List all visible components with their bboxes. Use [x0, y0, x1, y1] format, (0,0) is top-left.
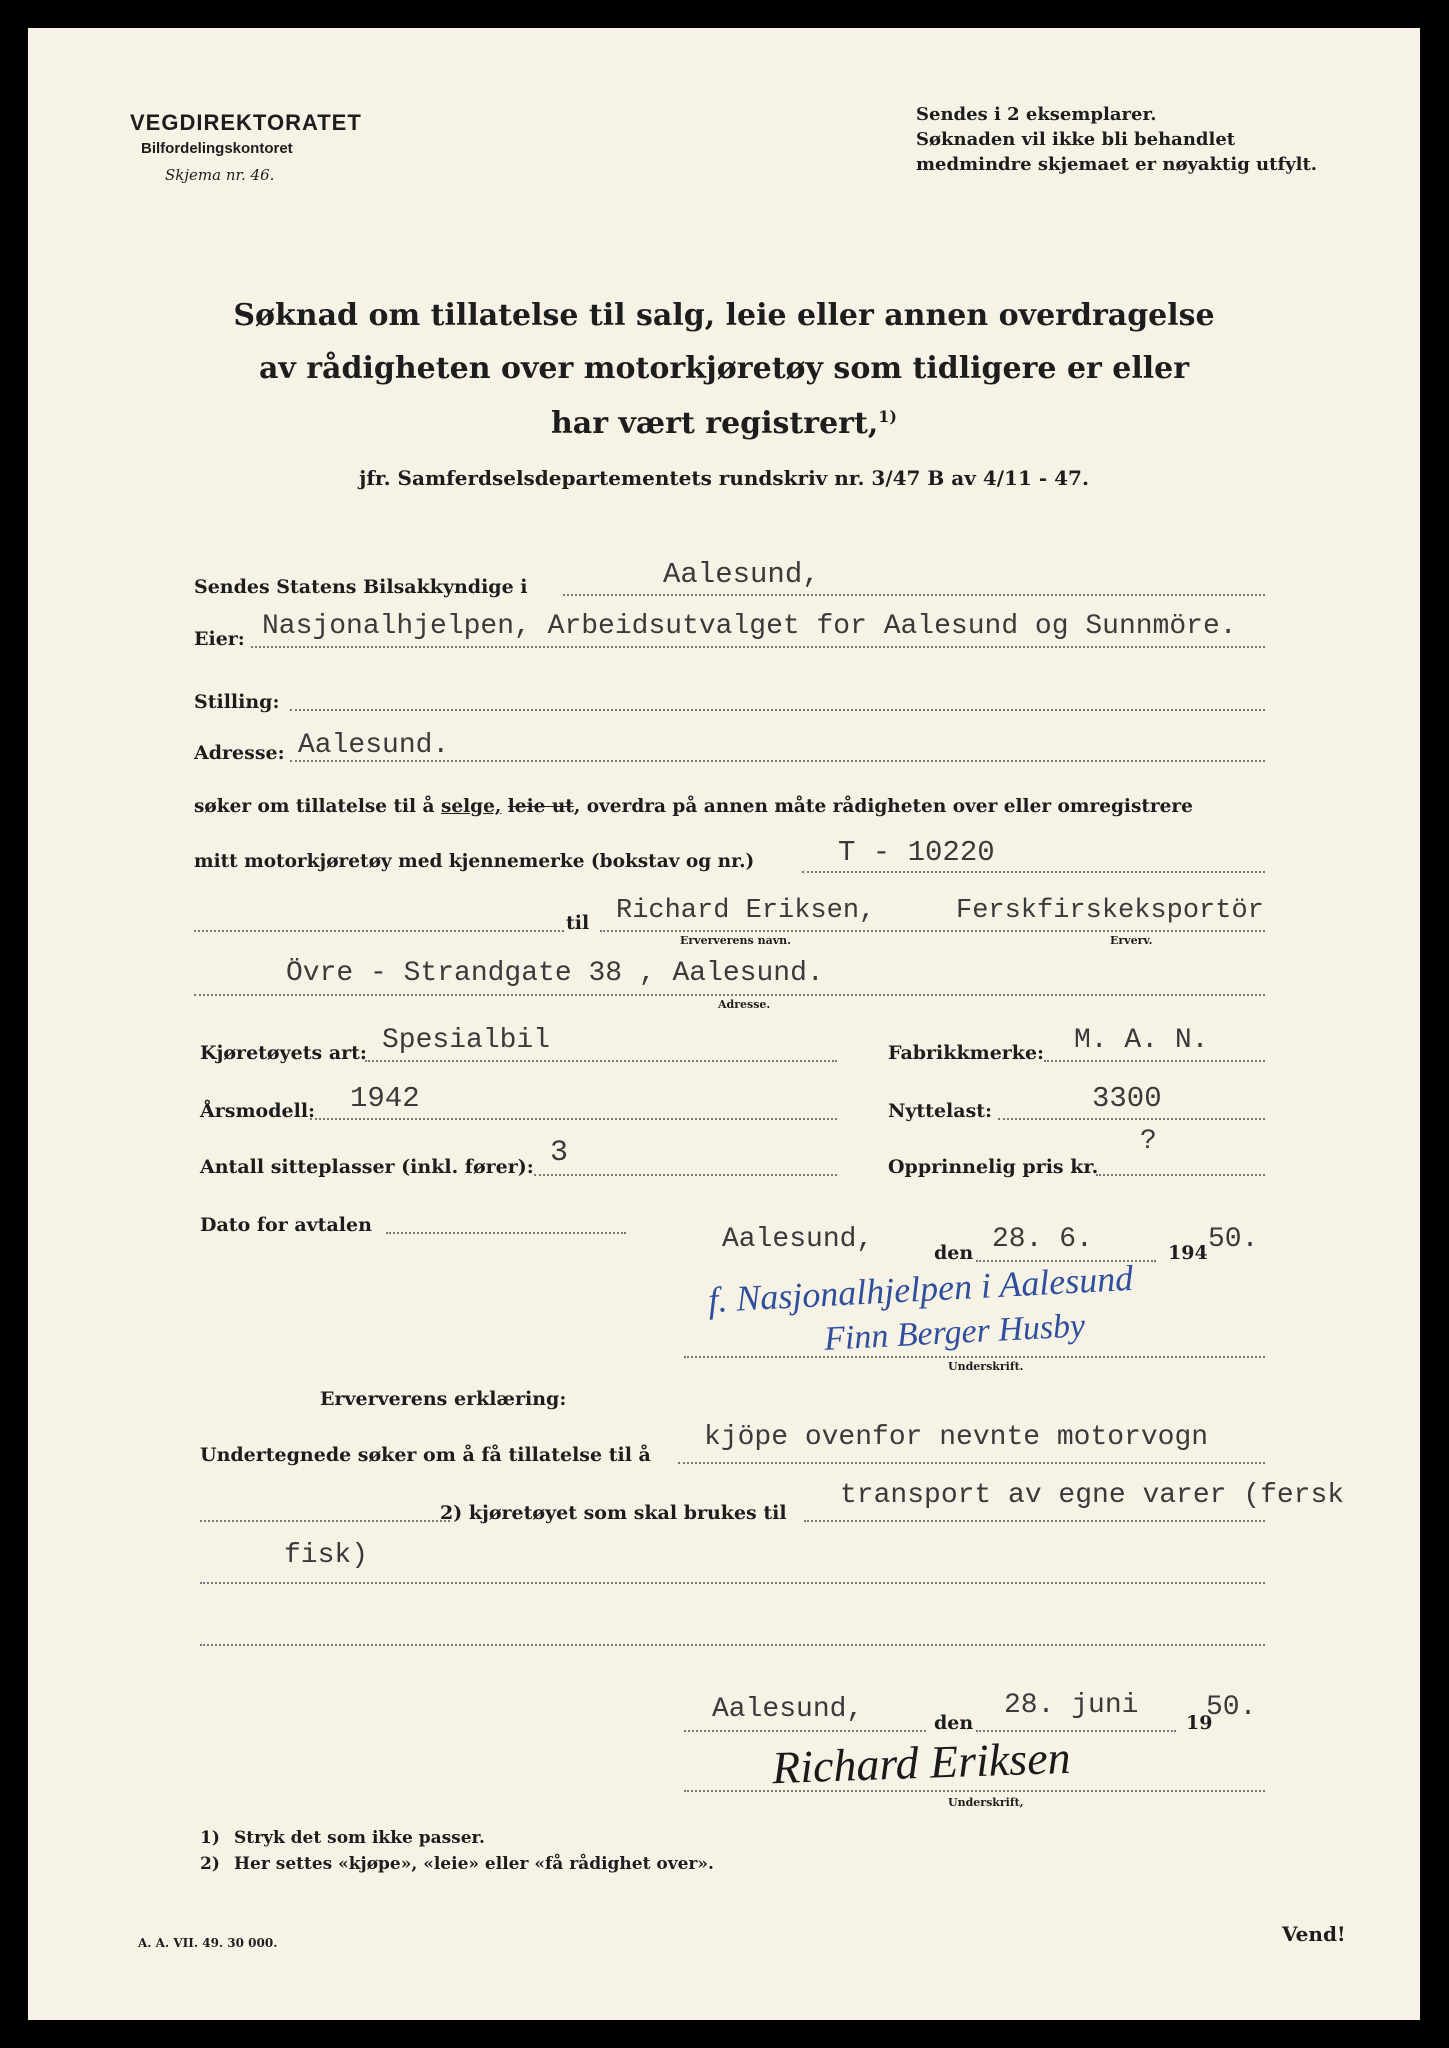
sitte-value: 3	[550, 1136, 569, 1170]
soker-line	[194, 796, 1193, 817]
title-line-2: av rådigheten over motorkjøretøy som tidligere er eller	[258, 351, 1190, 386]
fabrikk-value: M. A. N.	[1074, 1025, 1209, 1056]
pris-label: Opprinnelig pris kr.	[888, 1156, 1099, 1178]
declaration-line1-label: Undertegnede søker om å få tillatelse til å	[200, 1444, 651, 1466]
subtitle: jfr. Samferdselsdepartementets rundskriv nr. 3/47 B av 4/11 - 47.	[359, 466, 1089, 490]
sign2-year-print: 19	[1186, 1712, 1213, 1734]
stilling-label: Stilling:	[194, 691, 280, 713]
org-name: VEGDIREKTORATET	[130, 110, 362, 135]
sign1-caption: Underskrift.	[948, 1360, 1024, 1373]
form-page	[28, 28, 1420, 2020]
erverv-caption: Erverv.	[1110, 934, 1153, 947]
declaration-line1-value: kjöpe ovenfor nevnte motorvogn	[704, 1422, 1209, 1453]
arsmodell-label: Årsmodell:	[200, 1100, 316, 1122]
title-line-3-text: har vært registrert,	[550, 406, 879, 441]
sign1-year-print: 194	[1168, 1242, 1208, 1264]
adresse-label: Adresse:	[194, 742, 285, 764]
form-number: Skjema nr. 46.	[165, 166, 275, 184]
mitt-label: mitt motorkjøretøy med kjennemerke (bokstav og nr.)	[194, 851, 755, 872]
declaration-line2-value: transport av egne varer (fersk	[840, 1480, 1345, 1511]
pris-value: ?	[1140, 1126, 1157, 1157]
til-label: til	[566, 912, 590, 934]
office-name: Bilfordelingskontoret	[141, 140, 293, 157]
soker-selge: selge,	[440, 796, 502, 817]
arsmodell-value: 1942	[350, 1082, 420, 1115]
sign2-caption: Underskrift,	[948, 1796, 1024, 1809]
sign2-place: Aalesund,	[712, 1694, 864, 1725]
title-line-1: Søknad om tillatelse til salg, leie eller annen overdragelse	[233, 298, 1215, 333]
eier-value: Nasjonalhjelpen, Arbeidsutvalget for Aalesund og Sunnmöre.	[262, 611, 1237, 642]
nyttelast-value: 3300	[1092, 1082, 1162, 1115]
adresse2-value: Övre - Strandgate 38 , Aalesund.	[286, 958, 824, 989]
notice-line-1: Sendes i 2 eksemplarer.	[916, 104, 1157, 125]
footer-code: A. A. VII. 49. 30 000.	[138, 1936, 278, 1950]
erververens-navn-caption: Erververens navn.	[680, 934, 791, 947]
erverv-value: Ferskfirskeksportör	[956, 896, 1264, 926]
sign2-den: den	[934, 1712, 974, 1734]
declaration-line3-value: fisk)	[284, 1540, 369, 1571]
nyttelast-label: Nyttelast:	[888, 1100, 993, 1122]
declaration-line2-label: 2) kjøretøyet som skal brukes til	[440, 1502, 787, 1524]
sign1-handwriting-2: Finn Berger Husby	[823, 1307, 1087, 1358]
notice-line-3: medmindre skjemaet er nøyaktig utfylt.	[916, 154, 1318, 175]
sign1-handwriting-1: f. Nasjonalhjelpen i Aalesund	[707, 1257, 1135, 1321]
erververens-navn-value: Richard Eriksen,	[616, 896, 876, 926]
sign2-signature: Richard Eriksen	[771, 1731, 1072, 1794]
soker-text-a: søker om tillatelse til å	[194, 796, 435, 817]
declaration-heading: Erververens erklæring:	[320, 1388, 567, 1410]
fabrikk-label: Fabrikkmerke:	[888, 1042, 1045, 1064]
footnote-2: Her settes «kjøpe», «leie» eller «få rådighet over».	[234, 1854, 714, 1874]
sign2-date: 28. juni	[1004, 1690, 1139, 1721]
soker-text-b: , overdra på annen måte rådigheten over eller omregistrere	[573, 796, 1193, 817]
sign1-year-hand: 50.	[1208, 1224, 1259, 1255]
sign2-year-hand: 50.	[1206, 1692, 1257, 1723]
art-value: Spesialbil	[382, 1025, 551, 1056]
art-label: Kjøretøyets art:	[200, 1042, 367, 1064]
sign1-date: 28. 6.	[992, 1224, 1093, 1255]
footnote-1: Stryk det som ikke passer.	[234, 1828, 485, 1848]
dato-label: Dato for avtalen	[200, 1214, 372, 1236]
footnote-1-mark: 1)	[200, 1828, 220, 1848]
soker-leie: leie ut	[507, 796, 574, 817]
sign1-den: den	[934, 1242, 974, 1264]
footer-vend: Vend!	[1282, 1922, 1346, 1946]
kjennemerke-value: T - 10220	[838, 836, 995, 869]
eier-label: Eier:	[194, 628, 245, 650]
adresse2-caption: Adresse.	[718, 998, 771, 1011]
adresse-value: Aalesund.	[298, 730, 450, 761]
notice-line-2: Søknaden vil ikke bli behandlet	[916, 129, 1236, 150]
title-note: 1)	[878, 407, 897, 426]
sitte-label: Antall sitteplasser (inkl. fører):	[200, 1156, 534, 1178]
sendes-value: Aalesund,	[663, 558, 820, 591]
sign1-place: Aalesund,	[722, 1224, 874, 1255]
title-line-3	[28, 406, 1420, 441]
footnote-2-mark: 2)	[200, 1854, 220, 1874]
sendes-label: Sendes Statens Bilsakkyndige i	[194, 576, 528, 598]
